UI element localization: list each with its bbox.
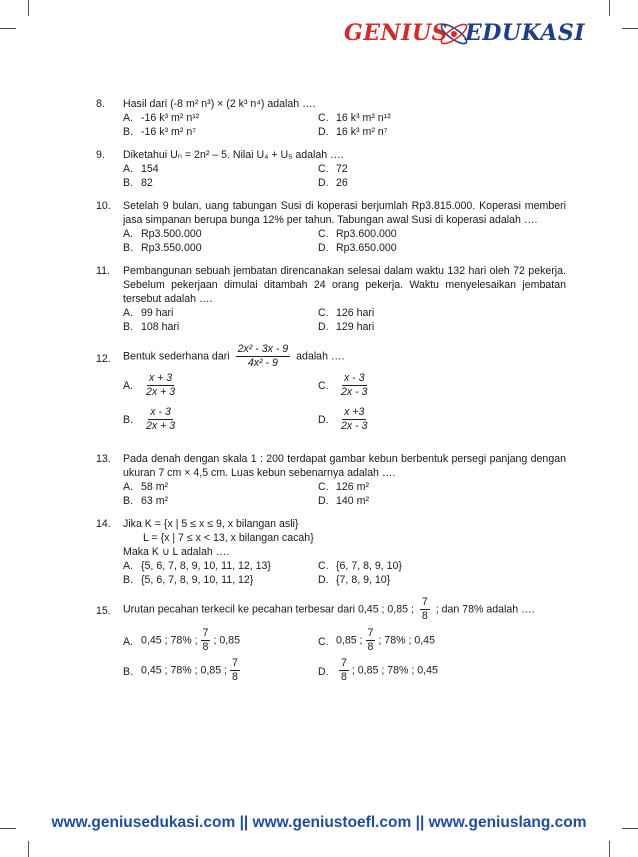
option-fraction: [339, 406, 370, 433]
fraction-denominator: 8: [367, 641, 374, 653]
option-text: 99 hari: [141, 307, 174, 319]
option-letter: A.: [123, 636, 134, 648]
option-text: 58 m²: [141, 481, 169, 493]
option-letter: C.: [318, 307, 329, 319]
option-text: 126 hari: [336, 307, 375, 319]
question-text: [123, 596, 566, 623]
option-text-pre: 0,45 ; 78% ;: [141, 634, 198, 647]
option-letter: B.: [123, 321, 134, 333]
answer-option-c[interactable]: [318, 370, 593, 404]
answer-options: [123, 559, 566, 587]
question-text: Diketahui Uₙ = 2n² – 5. Nilai U₄ + U₅ adalah ….: [123, 149, 344, 161]
answer-options: [123, 227, 566, 255]
question-text: Pembangunan sebuah jembatan direncanakan selesai dalam waktu 132 hari oleh 72 pekerja. Sebelum pekerjaan dimulai ditambah 24 orang pekerja. Waktu menyelesaikan jembatan tersebut adalah ….: [123, 265, 566, 305]
option-text: {7, 8, 9, 10}: [336, 574, 391, 586]
question-10: [96, 199, 566, 255]
fraction-denominator: 8: [232, 671, 238, 683]
question-number: 11.: [96, 265, 110, 277]
option-letter: B.: [123, 574, 134, 586]
option-letter: B.: [123, 414, 134, 426]
answer-option-b[interactable]: [123, 241, 318, 255]
question-prompt: Maka K ∪ L adalah ….: [123, 546, 230, 558]
crop-mark: [609, 841, 610, 857]
question-number: 8.: [96, 98, 105, 110]
question-text: [123, 343, 566, 370]
option-text: 126 m²: [336, 481, 369, 493]
question-text-before: Urutan pecahan terkecil ke pecahan terbesar dari 0,45 ; 0,85 ;: [123, 603, 414, 616]
brand-logo: [344, 16, 604, 52]
question-number: 10.: [96, 200, 111, 212]
question-text-after: ; dan 78% adalah ….: [435, 603, 535, 616]
crop-mark: [28, 841, 29, 857]
option-text: {6, 7, 8, 9, 10}: [336, 560, 402, 572]
question-text-after: adalah ….: [296, 350, 345, 363]
fraction-numerator: x +3: [344, 406, 365, 418]
answer-option-d[interactable]: [318, 404, 593, 438]
question-number: 9.: [96, 149, 105, 161]
question-9: [96, 148, 566, 190]
fraction-numerator: 2x² - 3x - 9: [237, 343, 289, 355]
fraction-denominator: 2x + 3: [146, 420, 176, 432]
answer-options: [123, 162, 566, 190]
question-14: [96, 517, 566, 587]
option-letter: D.: [318, 574, 329, 586]
option-letter: C.: [318, 112, 329, 124]
answer-options: [123, 111, 566, 139]
question-text: Setelah 9 bulan, uang tabungan Susi di koperasi berjumlah Rp3.815.000. Koperasi memberi jasa simpanan berupa bunga 12% per tahun. Tabungan awal Susi di koperasi adalah ….: [123, 200, 566, 226]
option-letter: A.: [123, 228, 134, 240]
fraction-seven-eighths: [339, 657, 349, 684]
answer-option-c[interactable]: [318, 627, 593, 657]
option-text: 26: [336, 177, 348, 189]
option-fraction: [144, 372, 177, 399]
option-letter: D.: [318, 414, 329, 426]
fraction-denominator: 8: [421, 610, 428, 622]
answer-options: [123, 306, 566, 334]
question-number: 15.: [96, 605, 111, 617]
fraction-numerator: 7: [232, 657, 238, 669]
answer-option-d[interactable]: [318, 573, 593, 587]
option-letter: A.: [123, 481, 134, 493]
question-12: [96, 343, 566, 438]
option-text: 154: [141, 163, 159, 175]
option-letter: A.: [123, 380, 134, 392]
answer-options: [123, 480, 566, 508]
question-text: Pada denah dengan skala 1 : 200 terdapat gambar kebun berbentuk persegi panjang dengan ukuran 7 cm × 4,5 cm. Luas kebun sebenarnya adalah ….: [123, 453, 566, 479]
answer-options: [123, 370, 566, 438]
answer-option-d[interactable]: [318, 176, 593, 190]
option-letter: B.: [123, 495, 134, 507]
option-text: Rp3.550.000: [141, 242, 202, 254]
option-letter: B.: [123, 666, 134, 678]
crop-mark: [622, 28, 638, 29]
answer-option-b[interactable]: [123, 176, 318, 190]
answer-option-d[interactable]: [318, 657, 593, 687]
answer-option-a[interactable]: [123, 559, 318, 573]
answer-option-b[interactable]: [123, 125, 318, 139]
option-text-post: ; 0,85 ; 78% ; 0,45: [351, 664, 438, 677]
logo-text-genius: GENIUS: [344, 20, 449, 46]
question-15: [96, 596, 566, 687]
answer-option-a[interactable]: [123, 227, 318, 241]
logo-text-edukasi: EDUKASI: [465, 20, 586, 46]
option-letter: B.: [123, 242, 134, 254]
option-text: -16 k³ m² n¹²: [141, 112, 200, 124]
option-text: 108 hari: [141, 321, 180, 333]
option-letter: A.: [123, 163, 134, 175]
option-text: 63 m²: [141, 495, 169, 507]
footer-links[interactable]: www.geniusedukasi.com || www.geniustoefl.com || www.geniuslang.com: [51, 814, 587, 831]
option-letter: C.: [318, 228, 329, 240]
option-letter: A.: [123, 112, 134, 124]
fraction-numerator: 7: [202, 627, 209, 639]
answer-option-c[interactable]: [318, 559, 593, 573]
option-text: -16 k³ m² n⁷: [141, 126, 197, 138]
answer-option-a[interactable]: [123, 162, 318, 176]
option-letter: D.: [318, 177, 329, 189]
option-text: Rp3.650.000: [336, 242, 397, 254]
fraction-seven-eighths: [230, 657, 240, 684]
option-letter: A.: [123, 560, 134, 572]
fraction-denominator: 2x - 3: [341, 386, 368, 398]
answer-option-b[interactable]: [123, 404, 318, 438]
answer-options: [123, 627, 566, 687]
answer-option-d[interactable]: [318, 494, 593, 508]
option-text: 72: [336, 163, 348, 175]
option-letter: D.: [318, 126, 329, 138]
answer-option-c[interactable]: [318, 162, 593, 176]
question-text: [123, 517, 566, 559]
question-text: Hasil dari (-8 m² n³) × (2 k³ n⁴) adalah ….: [123, 98, 316, 110]
fraction-denominator: 8: [341, 671, 347, 683]
fraction-seven-eighths: [366, 627, 376, 654]
option-text-pre: 0,85 ;: [336, 634, 363, 647]
option-letter: C.: [318, 560, 329, 572]
option-letter: C.: [318, 163, 329, 175]
answer-option-d[interactable]: [318, 241, 593, 255]
fraction-denominator: 2x + 3: [146, 386, 176, 398]
fraction-numerator: 7: [367, 627, 374, 639]
option-letter: A.: [123, 307, 134, 319]
fraction-denominator: 4x² - 9: [247, 357, 278, 369]
option-text: {5, 6, 7, 8, 9, 10, 11, 12, 13}: [141, 560, 271, 572]
option-letter: D.: [318, 242, 329, 254]
answer-option-c[interactable]: [318, 227, 593, 241]
algebraic-fraction: [236, 343, 291, 370]
fraction-numerator: 7: [341, 657, 347, 669]
option-text: 82: [141, 177, 153, 189]
option-letter: D.: [318, 666, 329, 678]
question-number: 14.: [96, 518, 111, 530]
fraction-denominator: 8: [202, 641, 209, 653]
option-text: 16 k³ m² n¹²: [336, 112, 391, 124]
fraction-seven-eighths: [420, 596, 430, 623]
answer-option-a[interactable]: [123, 480, 318, 494]
option-letter: D.: [318, 321, 329, 333]
answer-option-a[interactable]: [123, 627, 318, 657]
answer-option-a[interactable]: [123, 370, 318, 404]
question-8: [96, 97, 566, 139]
fraction-denominator: 2x - 3: [341, 420, 368, 432]
option-letter: B.: [123, 177, 134, 189]
answer-option-a[interactable]: [123, 306, 318, 320]
question-11: [96, 264, 566, 334]
option-letter: B.: [123, 126, 134, 138]
option-text: Rp3.500.000: [141, 228, 202, 240]
option-text: {5, 6, 7, 8, 9, 10, 11, 12}: [141, 574, 254, 586]
option-letter: C.: [318, 481, 329, 493]
fraction-numerator: x - 3: [343, 372, 365, 384]
answer-option-b[interactable]: [123, 573, 318, 587]
option-text: 16 k³ m² n⁷: [336, 126, 388, 138]
option-text: Rp3.600.000: [336, 228, 397, 240]
option-fraction: [339, 372, 370, 399]
question-text-before: Bentuk sederhana dari: [123, 350, 230, 363]
option-text-post: ; 78% ; 0,45: [378, 634, 435, 647]
option-letter: C.: [318, 636, 329, 648]
answer-option-c[interactable]: [318, 480, 593, 494]
fraction-seven-eighths: [201, 627, 211, 654]
option-fraction: [144, 406, 177, 433]
question-list: [96, 97, 566, 696]
option-letter: D.: [318, 495, 329, 507]
set-l-definition: L = {x | 7 ≤ x < 13, x bilangan cacah}: [143, 532, 314, 544]
question-number: 12.: [96, 353, 111, 365]
option-letter: C.: [318, 380, 329, 392]
crop-mark: [0, 28, 16, 29]
fraction-numerator: x + 3: [148, 372, 173, 384]
question-number: 13.: [96, 453, 111, 465]
answer-option-d[interactable]: [318, 320, 593, 334]
fraction-numerator: 7: [421, 596, 428, 608]
fraction-numerator: x - 3: [150, 406, 171, 418]
set-k-definition: Jika K = {x | 5 ≤ x ≤ 9, x bilangan asli}: [123, 518, 299, 530]
answer-option-a[interactable]: [123, 111, 318, 125]
answer-option-b[interactable]: [123, 657, 318, 687]
option-text-pre: 0,45 ; 78% ; 0,85 ;: [141, 664, 227, 677]
option-text-post: ; 0,85: [213, 634, 240, 647]
answer-option-b[interactable]: [123, 494, 318, 508]
answer-option-c[interactable]: [318, 111, 593, 125]
question-13: [96, 452, 566, 508]
answer-option-c[interactable]: [318, 306, 593, 320]
crop-mark: [28, 0, 29, 16]
crop-mark: [609, 0, 610, 16]
answer-option-b[interactable]: [123, 320, 318, 334]
option-text: 129 hari: [336, 321, 375, 333]
option-text: 140 m²: [336, 495, 369, 507]
answer-option-d[interactable]: [318, 125, 593, 139]
